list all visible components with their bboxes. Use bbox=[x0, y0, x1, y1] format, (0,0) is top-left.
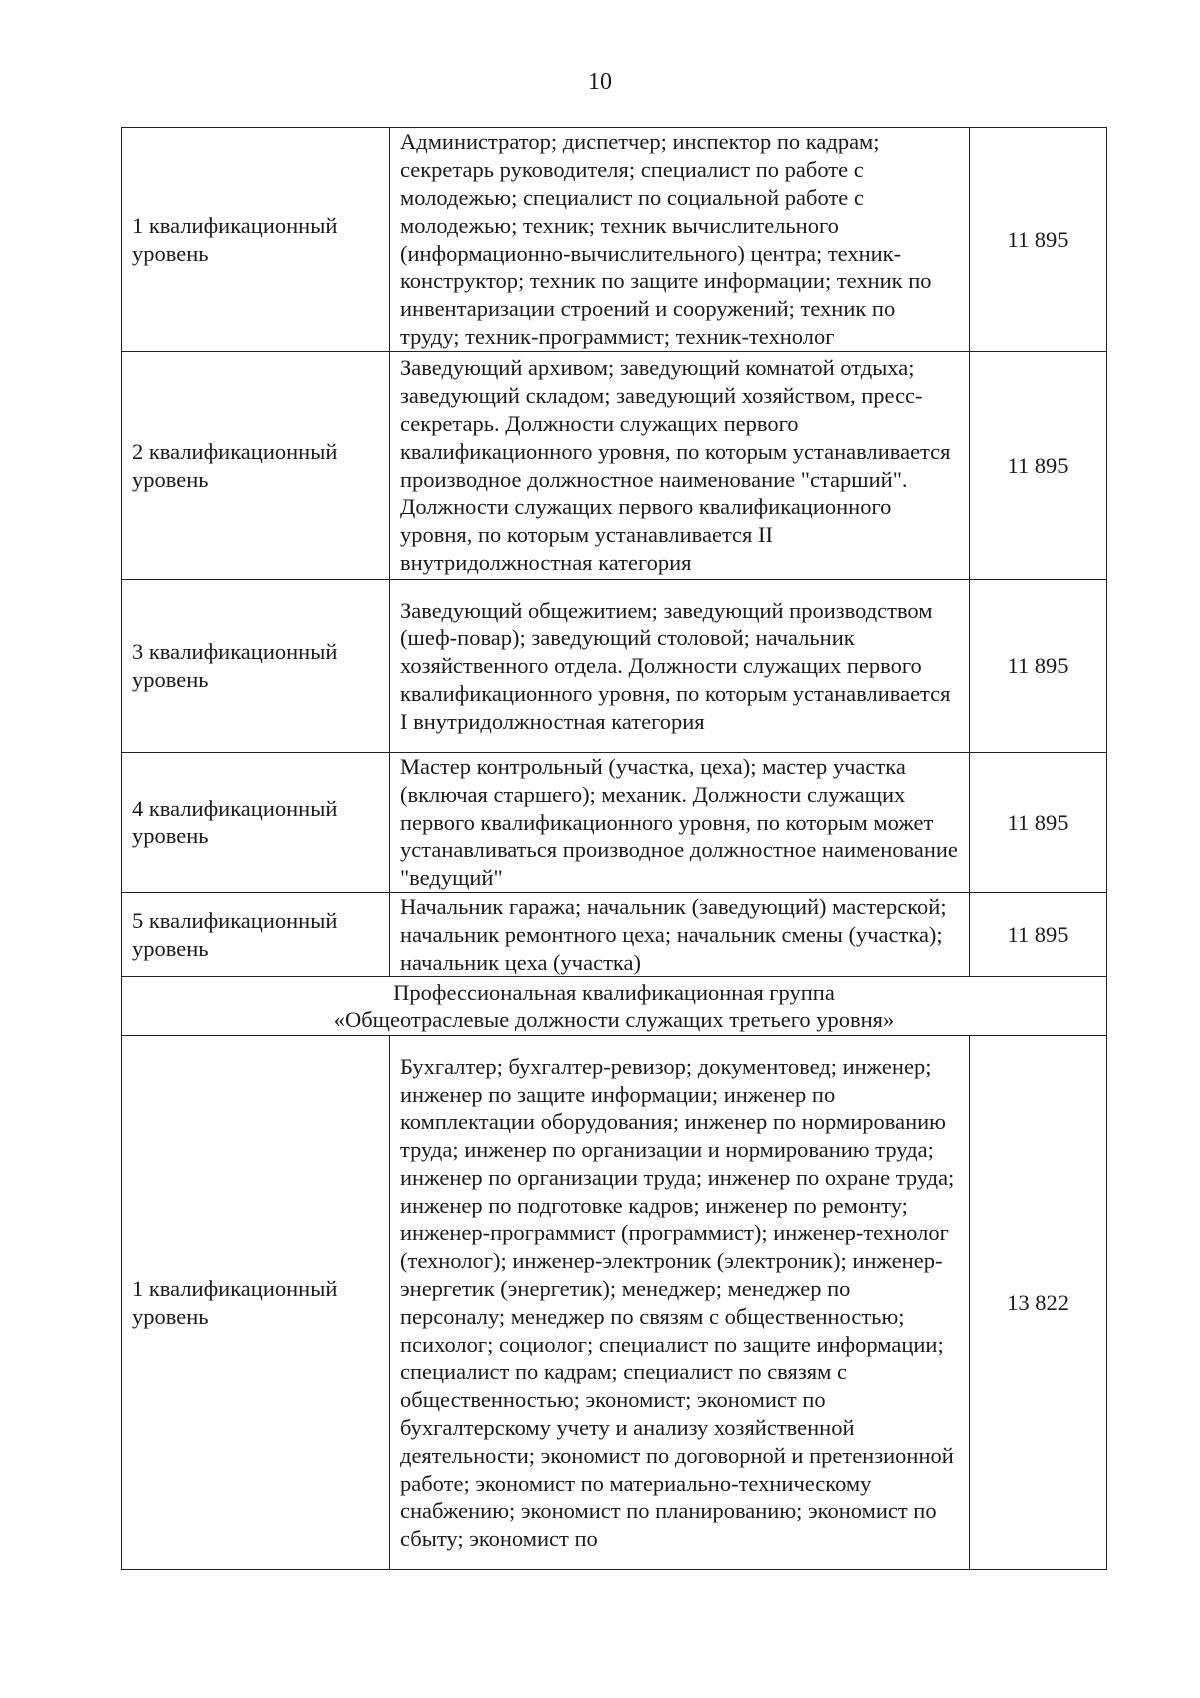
positions-cell: Мастер контрольный (участка, цеха); мастер участка (включая старшего); механик. Должности служащих первого квалификационного уровня, по которым может устанавливаться производное должностное наименование "ведущий" bbox=[390, 753, 970, 893]
table-row bbox=[122, 128, 1107, 352]
qualification-level-cell: 4 квалификационный уровень bbox=[122, 753, 390, 893]
group-header-title: «Общеотраслевые должности служащих третьего уровня» bbox=[333, 1007, 895, 1033]
salary-table bbox=[121, 127, 1107, 1570]
qualification-level-cell: 2 квалификационный уровень bbox=[122, 352, 390, 580]
page-number: 10 bbox=[588, 69, 612, 95]
group-header-line: Профессиональная квалификационная группа bbox=[393, 979, 835, 1005]
group-header-row bbox=[122, 977, 1107, 1036]
table-row bbox=[122, 892, 1107, 976]
table-row bbox=[122, 580, 1107, 753]
salary-cell: 11 895 bbox=[970, 892, 1107, 976]
salary-cell: 13 822 bbox=[970, 1036, 1107, 1570]
positions-cell: Заведующий архивом; заведующий комнатой отдыха; заведующий складом; заведующий хозяйством, пресс-секретарь. Должности служащих первого квалификационного уровня, по которым устанавливается производное должностное наименование "старший". Должности служащих первого квалификационного уровня, по которым устанавливается II внутридолжностная категория bbox=[390, 352, 970, 580]
positions-cell: Администратор; диспетчер; инспектор по кадрам; секретарь руководителя; специалист по работе с молодежью; специалист по социальной работе с молодежью; техник; техник вычислительного (информационно-вычислительного) центра; техник-конструктор; техник по защите информации; техник по инвентаризации строений и сооружений; техник по труду; техник-программист; техник-технолог bbox=[390, 128, 970, 352]
group-header-cell bbox=[122, 977, 1107, 1036]
salary-cell: 11 895 bbox=[970, 753, 1107, 893]
qualification-level-cell: 1 квалификационный уровень bbox=[122, 128, 390, 352]
positions-cell: Бухгалтер; бухгалтер-ревизор; документовед; инженер; инженер по защите информации; инженер по комплектации оборудования; инженер по нормированию труда; инженер по организации и нормированию труда; инженер по организации труда; инженер по охране труда; инженер по подготовке кадров; инженер по ремонту; инженер-программист (программист); инженер-технолог (технолог); инженер-электроник (электроник); инженер-энергетик (энергетик); менеджер; менеджер по персоналу; менеджер по связям с общественностью; психолог; социолог; специалист по защите информации; специалист по кадрам; специалист по связям с общественностью; экономист; экономист по бухгалтерскому учету и анализу хозяйственной деятельности; экономист по договорной и претензионной работе; экономист по материально-техническому снабжению; экономист по планированию; экономист по сбыту; экономист по bbox=[390, 1036, 970, 1570]
qualification-level-cell: 1 квалификационный уровень bbox=[122, 1036, 390, 1570]
positions-cell: Заведующий общежитием; заведующий производством (шеф-повар); заведующий столовой; начальник хозяйственного отдела. Должности служащих первого квалификационного уровня, по которым устанавливается I внутридолжностная категория bbox=[390, 580, 970, 753]
positions-cell: Начальник гаража; начальник (заведующий) мастерской; начальник ремонтного цеха; начальник смены (участка); начальник цеха (участка) bbox=[390, 892, 970, 976]
qualification-level-cell: 5 квалификационный уровень bbox=[122, 892, 390, 976]
table-row bbox=[122, 1036, 1107, 1570]
salary-cell: 11 895 bbox=[970, 128, 1107, 352]
salary-cell: 11 895 bbox=[970, 352, 1107, 580]
salary-cell: 11 895 bbox=[970, 580, 1107, 753]
qualification-level-cell: 3 квалификационный уровень bbox=[122, 580, 390, 753]
table-row bbox=[122, 352, 1107, 580]
table-row bbox=[122, 753, 1107, 893]
